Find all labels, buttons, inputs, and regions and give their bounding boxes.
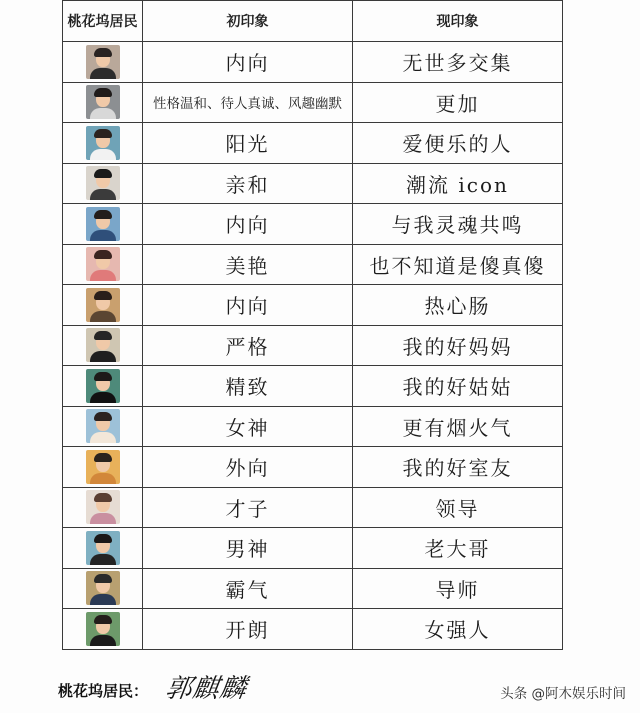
first-impression-cell: 才子	[143, 487, 353, 528]
avatar	[86, 450, 120, 484]
avatar	[86, 85, 120, 119]
header-current-impression: 现印象	[353, 1, 563, 42]
current-impression-cell: 我的好室友	[353, 447, 563, 488]
current-impression-cell: 也不知道是傻真傻	[353, 244, 563, 285]
avatar-cell	[63, 244, 143, 285]
avatar	[86, 288, 120, 322]
avatar-cell	[63, 42, 143, 83]
avatar-cell	[63, 528, 143, 569]
avatar-cell	[63, 163, 143, 204]
first-impression-cell: 内向	[143, 42, 353, 83]
avatar	[86, 490, 120, 524]
avatar	[86, 126, 120, 160]
table-row	[63, 325, 563, 366]
avatar-cell	[63, 123, 143, 164]
first-impression-cell: 男神	[143, 528, 353, 569]
first-impression-cell: 精致	[143, 366, 353, 407]
avatar	[86, 328, 120, 362]
first-impression-cell: 严格	[143, 325, 353, 366]
first-impression-cell: 霸气	[143, 568, 353, 609]
avatar-cell	[63, 406, 143, 447]
impression-table	[62, 0, 563, 650]
current-impression-cell: 我的好妈妈	[353, 325, 563, 366]
avatar	[86, 409, 120, 443]
header-row	[63, 1, 563, 42]
table-row	[63, 163, 563, 204]
table-body	[63, 42, 563, 650]
table-row	[63, 366, 563, 407]
first-impression-cell: 阳光	[143, 123, 353, 164]
first-impression-cell: 外向	[143, 447, 353, 488]
avatar	[86, 369, 120, 403]
current-impression-cell: 老大哥	[353, 528, 563, 569]
first-impression-cell: 女神	[143, 406, 353, 447]
avatar-cell	[63, 325, 143, 366]
current-impression-cell: 与我灵魂共鸣	[353, 204, 563, 245]
avatar-cell	[63, 204, 143, 245]
first-impression-cell: 美艳	[143, 244, 353, 285]
avatar-cell	[63, 609, 143, 650]
avatar	[86, 166, 120, 200]
avatar	[86, 531, 120, 565]
table-row	[63, 244, 563, 285]
current-impression-cell: 更有烟火气	[353, 406, 563, 447]
current-impression-cell: 潮流 icon	[353, 163, 563, 204]
avatar	[86, 247, 120, 281]
first-impression-cell: 开朗	[143, 609, 353, 650]
first-impression-cell: 性格温和、待人真诚、风趣幽默	[143, 82, 353, 123]
table-row	[63, 42, 563, 83]
table-row	[63, 568, 563, 609]
avatar-cell	[63, 82, 143, 123]
source-watermark: 头条 @阿木娱乐时间	[500, 686, 626, 702]
signature-handwriting: 郭麒麟	[163, 674, 249, 704]
avatar-cell	[63, 568, 143, 609]
header-residents: 桃花坞居民	[63, 1, 143, 42]
current-impression-cell: 无世多交集	[353, 42, 563, 83]
signature-label: 桃花坞居民：	[58, 682, 149, 700]
avatar-cell	[63, 285, 143, 326]
current-impression-cell: 更加	[353, 82, 563, 123]
header-first-impression: 初印象	[143, 1, 353, 42]
table-row	[63, 406, 563, 447]
table-row	[63, 123, 563, 164]
table-row	[63, 528, 563, 569]
first-impression-cell: 亲和	[143, 163, 353, 204]
avatar	[86, 612, 120, 646]
first-impression-cell: 内向	[143, 204, 353, 245]
current-impression-cell: 女强人	[353, 609, 563, 650]
avatar-cell	[63, 447, 143, 488]
table-row	[63, 487, 563, 528]
current-impression-cell: 导师	[353, 568, 563, 609]
first-impression-cell: 内向	[143, 285, 353, 326]
table-row	[63, 82, 563, 123]
current-impression-cell: 领导	[353, 487, 563, 528]
avatar-cell	[63, 487, 143, 528]
current-impression-cell: 爱便乐的人	[353, 123, 563, 164]
avatar	[86, 571, 120, 605]
table-row	[63, 447, 563, 488]
avatar	[86, 207, 120, 241]
avatar	[86, 45, 120, 79]
table-row	[63, 609, 563, 650]
avatar-cell	[63, 366, 143, 407]
table-row	[63, 285, 563, 326]
table-row	[63, 204, 563, 245]
current-impression-cell: 我的好姑姑	[353, 366, 563, 407]
current-impression-cell: 热心肠	[353, 285, 563, 326]
